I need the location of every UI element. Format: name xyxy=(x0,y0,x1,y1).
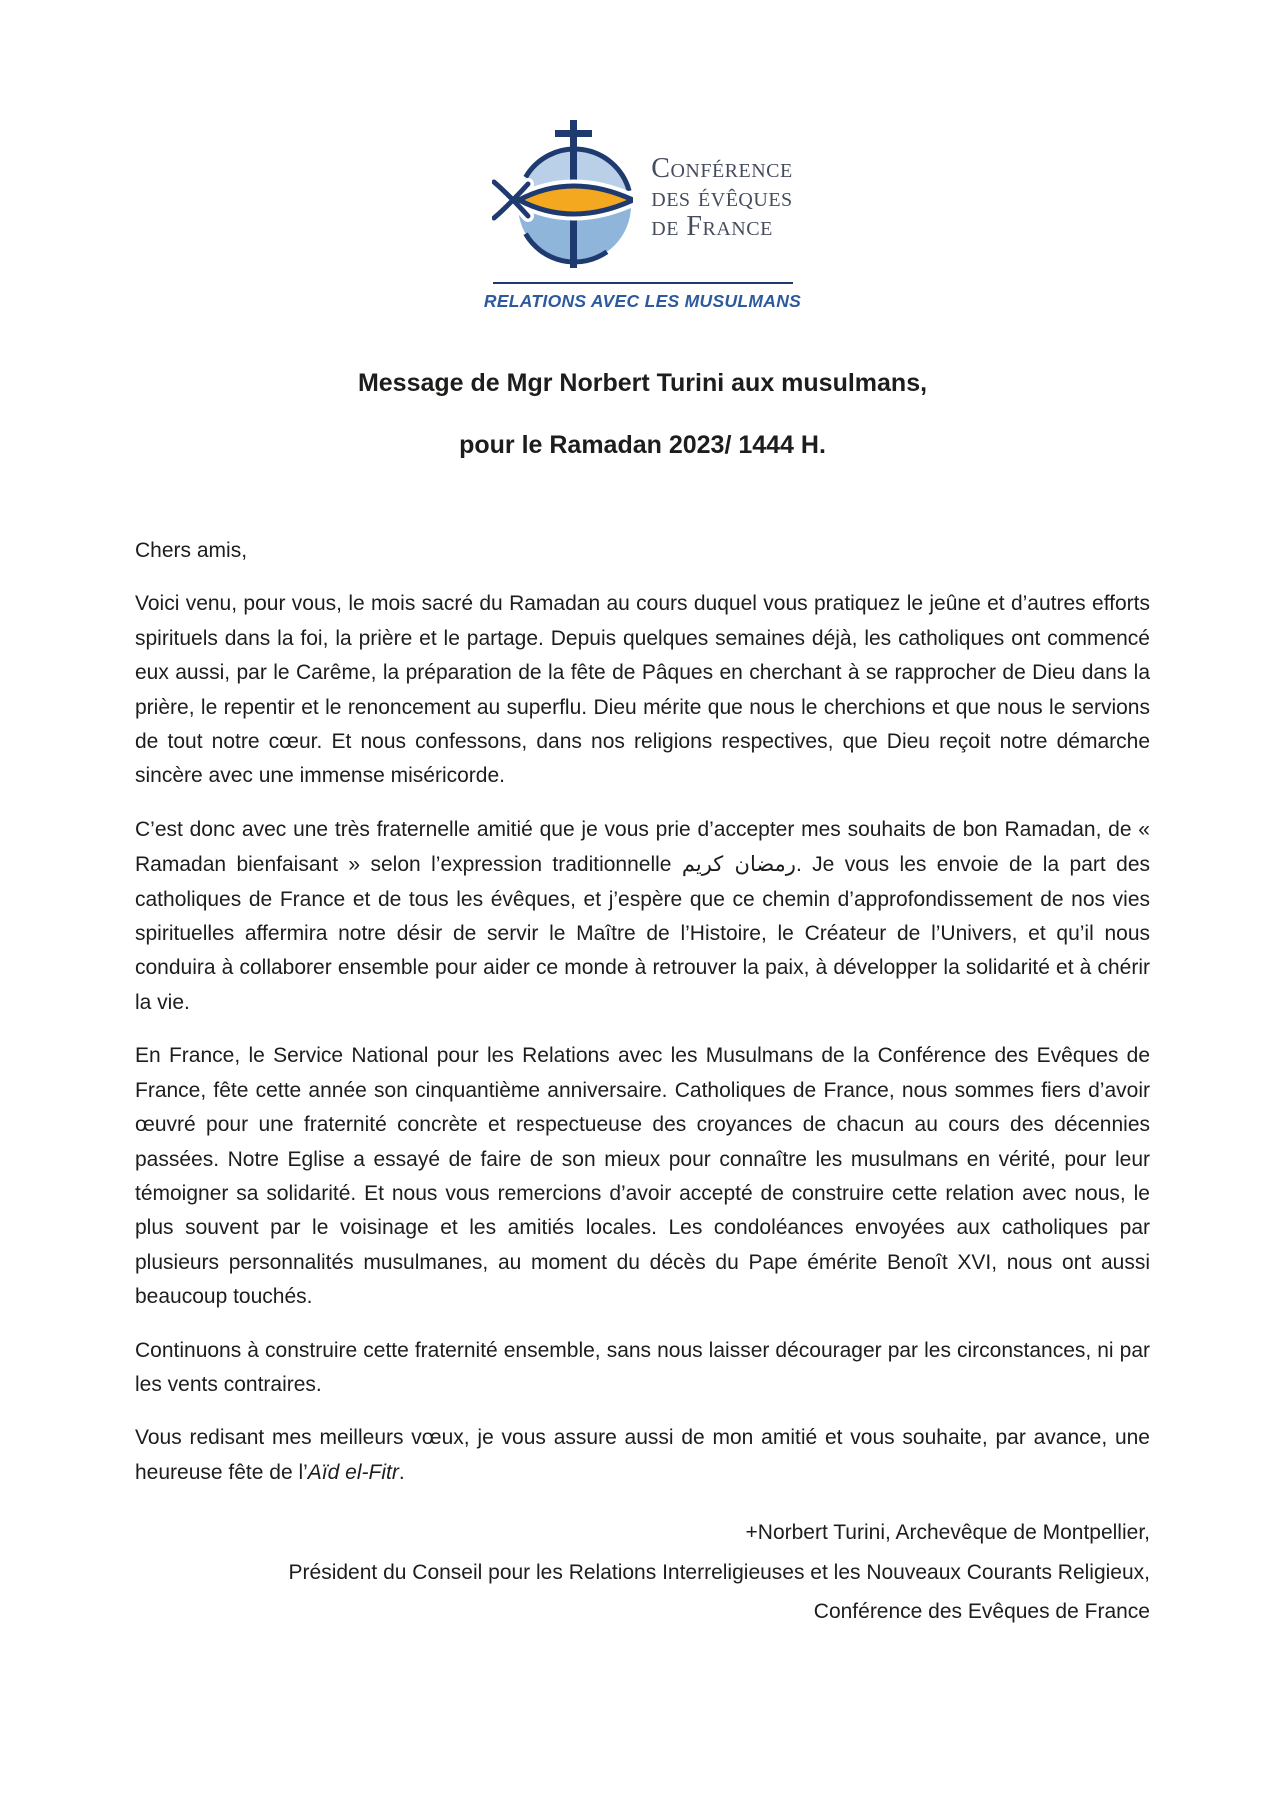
cef-logo-block xyxy=(135,120,1150,312)
logo-subtitle: RELATIONS AVEC LES MUSULMANS xyxy=(483,291,802,311)
org-name-line-2: des évêques xyxy=(651,182,793,213)
cef-globe-fish-cross-icon xyxy=(492,120,633,270)
org-name-line-3: de France xyxy=(651,211,773,242)
signature-line-org: Conférence des Evêques de France xyxy=(813,1599,1150,1623)
letter-content xyxy=(135,368,1150,1629)
signature-line-title: Président du Conseil pour les Relations Interreligieuses et les Nouveaux Courants Religieux, xyxy=(288,1560,1150,1584)
arabic-ramadan-karim: رمضان كريم xyxy=(681,852,796,877)
salutation: Chers amis, xyxy=(135,539,248,562)
paragraph-text-before-arabic: C’est donc avec une très fraternelle amitié que je vous prie d’accepter mes souhaits de bon Ramadan, de « Ramadan bienfaisant » selon l’expression traditionnelle xyxy=(135,817,1150,877)
paragraph-text: Continuons à construire cette fraternité ensemble, sans nous laisser décourager par les circonstances, ni par les vents contraires. xyxy=(135,1338,1150,1396)
paragraph-ramadan-careme xyxy=(135,587,1150,793)
paragraph-text-after-italic: . xyxy=(398,1460,405,1484)
paragraph-continuons xyxy=(135,1334,1150,1403)
paragraph-service-national xyxy=(135,1039,1150,1314)
signature-line-name: +Norbert Turini, Archevêque de Montpellier, xyxy=(745,1521,1150,1545)
letter-title-line1: Message de Mgr Norbert Turini aux musulmans, xyxy=(357,369,928,397)
paragraph-voeux xyxy=(135,1421,1150,1490)
logo-row xyxy=(135,120,1150,270)
org-name-line-1: Conférence xyxy=(651,153,793,184)
aid-el-fitr-italic: Aïd el-Fitr xyxy=(307,1460,399,1484)
letter-title-line2: pour le Ramadan 2023/ 1444 H. xyxy=(459,431,826,459)
logo-divider xyxy=(493,282,793,284)
paragraph-souhaits xyxy=(135,813,1150,1020)
paragraph-text: Voici venu, pour vous, le mois sacré du Ramadan au cours duquel vous pratiquez le jeûne et d’autres efforts spirituels dans la foi, la prière et le partage. Depuis quelques semaines déjà, les catholiques ont commencé eux aussi, par le Carême, la préparation de la fête de Pâques en cherchant à se rapprocher de Dieu dans la prière, le repentir et le renoncement au superflu. Dieu mérite que nous le cherchions et que nous le servions de tout notre cœur. Et nous confessons, dans nos religions respectives, que Dieu reçoit notre démarche sincère avec une immense miséricorde. xyxy=(135,592,1150,788)
paragraph-text-before-italic: Vous redisant mes meilleurs vœux, je vous assure aussi de mon amitié et vous souhaite, par avance, une heureuse fête de l’ xyxy=(135,1426,1150,1484)
signature-block xyxy=(135,1516,1150,1629)
paragraph-text-after-arabic: . Je vous les envoie de la part des catholiques de France et de tous les évêques, et j’espère que ce chemin d’approfondissement de nos vies spirituelles affermira notre désir de servir le Maître de l’Histoire, le Créateur de l’Univers, et qu’il nous conduira à collaborer ensemble pour aider ce monde à retrouver la paix, à développer la solidarité et à chérir la vie. xyxy=(135,853,1150,1014)
paragraph-text: En France, le Service National pour les Relations avec les Musulmans de la Conférence des Evêques de France, fête cette année son cinquantième anniversaire. Catholiques de France, nous sommes fiers d’avoir œuvré pour une fraternité concrète et respectueuse des croyances de chacun au cours des décennies passées. Notre Eglise a essayé de faire de son mieux pour connaître les musulmans en vérité, pour leur témoigner sa solidarité. Et nous vous remercions d’avoir accepté de construire cette relation avec nous, le plus souvent par le voisinage et les amitiés locales. Les condoléances envoyées aux catholiques par plusieurs personnalités musulmanes, au moment du décès du Pape émérite Benoît XVI, nous ont aussi beaucoup touchés. xyxy=(135,1044,1150,1309)
org-name xyxy=(651,120,792,241)
